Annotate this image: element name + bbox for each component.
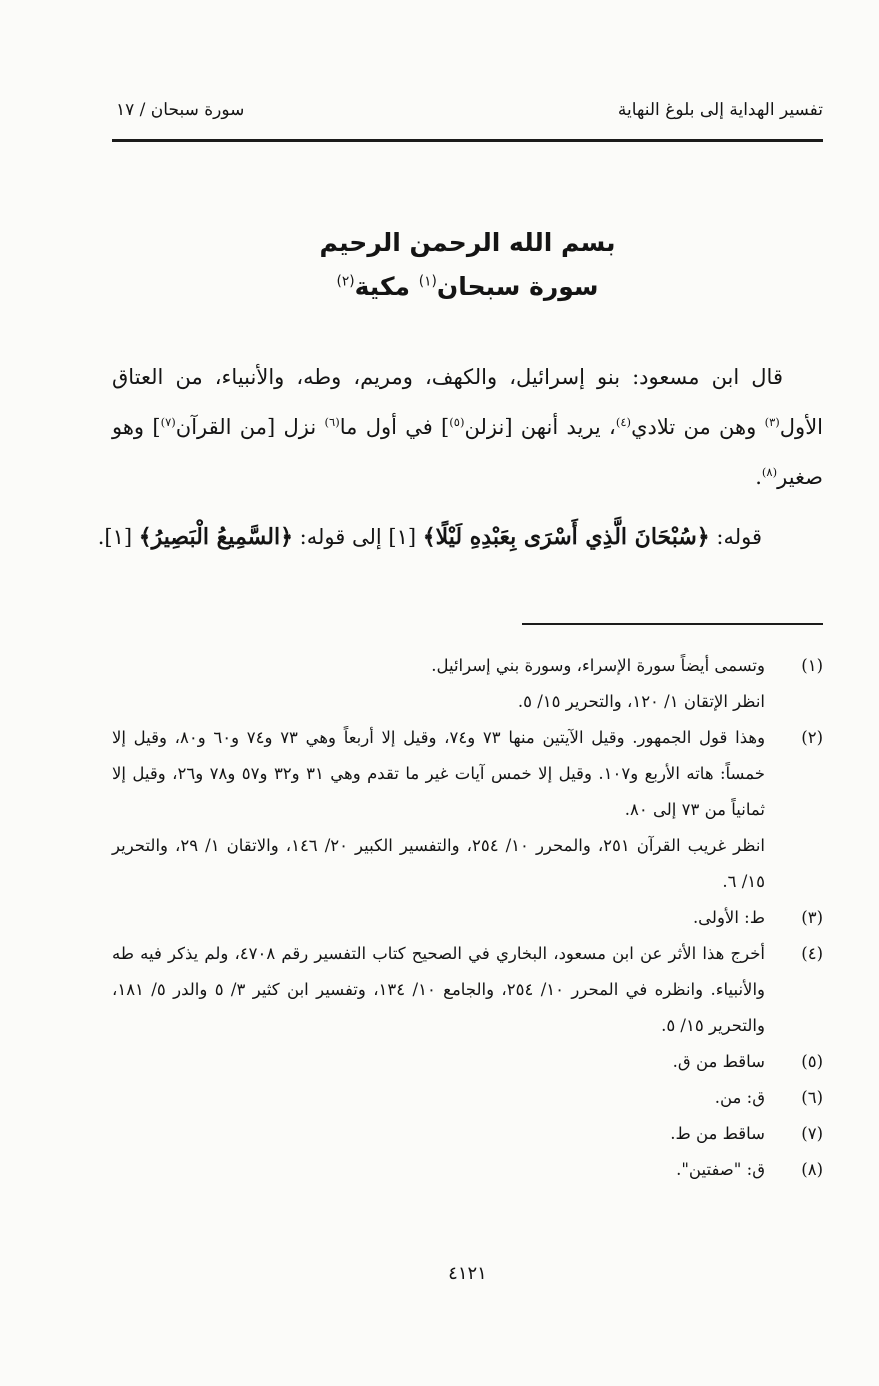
footnote bbox=[112, 1152, 823, 1188]
footnote-text: ساقط من ق. bbox=[672, 1052, 765, 1071]
footnote-number: (٤) bbox=[801, 944, 823, 963]
footnote-text: انظر غريب القرآن ٢٥١، والمحرر ١٠/ ٢٥٤، والتفسير الكبير ٢٠/ ١٤٦، والاتقان ١/ ٢٩، والتحرير ١٥/ ٦. bbox=[112, 836, 765, 891]
footnote bbox=[112, 1116, 823, 1152]
text-segment: قال ابن مسعود: بنو إسرائيل، والكهف، ومريم، وطه، والأنبياء، من العتاق الأول bbox=[112, 365, 824, 439]
surah-title bbox=[112, 272, 823, 301]
footnotes bbox=[112, 648, 823, 1188]
footnote-ref: (٢) bbox=[336, 273, 355, 290]
footnote-text: أخرج هذا الأثر عن ابن مسعود، البخاري في الصحيح كتاب التفسير رقم ٤٧٠٨، ولم يذكر فيه طه والأنبياء. وانظره في المحرر ١٠/ ٢٥٤، والجامع ١٠/ ١٣٤، وتفسير ابن كثير ٣/ ٥ والدر ٥/ ١٨١، والتحرير ١٥/ ٥. bbox=[112, 944, 766, 1035]
footnote-body bbox=[112, 648, 765, 720]
text-segment: . bbox=[755, 465, 762, 489]
verse-citation-line bbox=[97, 512, 762, 562]
footnote-number: (٢) bbox=[801, 728, 823, 747]
main-paragraph bbox=[112, 352, 823, 502]
footnote-text: ط: الأولى. bbox=[692, 908, 765, 927]
page-number: ٤١٢١ bbox=[448, 1263, 487, 1284]
footnote-number: (٣) bbox=[801, 908, 823, 927]
footnote-separator bbox=[522, 623, 823, 625]
surah-type: مكية bbox=[354, 272, 419, 301]
footnote bbox=[112, 1080, 823, 1116]
text-segment: وهن من تلادي bbox=[631, 415, 765, 439]
footnote-text: ق: من. bbox=[714, 1088, 765, 1107]
footnote-body bbox=[112, 1152, 765, 1188]
footnote-number: (٨) bbox=[801, 1160, 823, 1179]
surah-name: سورة سبحان bbox=[436, 272, 599, 301]
text-segment: نزل [من القرآن bbox=[175, 415, 325, 439]
text-segment: ] وهو صغير bbox=[112, 415, 823, 489]
footnote-text: وتسمى أيضاً سورة الإسراء، وسورة بني إسرائيل. bbox=[431, 656, 765, 675]
footnote-number: (٥) bbox=[801, 1052, 823, 1071]
footnote-body bbox=[112, 936, 765, 1044]
footnote-ref: (٣) bbox=[764, 415, 780, 429]
footnote-number: (٦) bbox=[801, 1088, 823, 1107]
verse-reference: [١] إلى قوله: bbox=[293, 525, 423, 549]
header-rule bbox=[112, 139, 823, 142]
footnote-ref: (١) bbox=[418, 273, 437, 290]
footnote bbox=[112, 936, 823, 1044]
verse-lead: قوله: bbox=[709, 525, 762, 549]
basmala: بسم الله الرحمن الرحيم bbox=[319, 228, 616, 257]
footnote-ref: (٧) bbox=[160, 415, 176, 429]
footnote-number: (٧) bbox=[801, 1124, 823, 1143]
footnote-text: انظر الإتقان ١/ ١٢٠، والتحرير ١٥/ ٥. bbox=[517, 692, 765, 711]
footnote bbox=[112, 900, 823, 936]
footnote-number: (١) bbox=[801, 656, 823, 675]
footnote-text: ق: "صفتين". bbox=[676, 1160, 765, 1179]
footnote-ref: (٨) bbox=[761, 465, 778, 479]
footnote-text: وهذا قول الجمهور. وقيل الآيتين منها ٧٣ و٧٤، وقيل إلا أربعاً وهي ٧٣ و٧٤ و٦٠ و٨٠، وقيل إلا خمساً: هاته الأربع و١٠٧. وقيل إلا خمس آيات غير ما تقدم وهي ٣١ و٣٢ و٥٧ و٧٨ و٢٦، وقيل إلا ثمانياً من ٧٣ إلى ٨٠. bbox=[112, 728, 766, 819]
quran-verse: ﴿السَّمِيعُ الْبَصِيرُ﴾ bbox=[138, 524, 293, 550]
footnote-body bbox=[112, 900, 765, 936]
footnote-body bbox=[112, 720, 765, 900]
footnote-body bbox=[112, 1044, 765, 1080]
footnote-ref: (٥) bbox=[449, 415, 465, 429]
footnote bbox=[112, 1044, 823, 1080]
footnote-ref: (٦) bbox=[324, 415, 340, 429]
verse-reference: [١]. bbox=[97, 525, 139, 549]
text-segment: ] في أول ما bbox=[339, 415, 450, 439]
footnote-text: ساقط من ط. bbox=[670, 1124, 765, 1143]
running-header bbox=[112, 100, 823, 126]
footnote bbox=[112, 720, 823, 900]
footnote bbox=[112, 648, 823, 720]
surah-page-label: سورة سبحان / ١٧ bbox=[116, 100, 245, 120]
footnote-body bbox=[112, 1116, 765, 1152]
text-segment: ، يريد أنهن [نزلن bbox=[464, 415, 616, 439]
footnote-body bbox=[112, 1080, 765, 1116]
quran-verse: ﴿سُبْحَانَ الَّذِي أَسْرَى بِعَبْدِهِ لَيْلًا﴾ bbox=[422, 524, 710, 550]
footnote-ref: (٤) bbox=[615, 415, 632, 429]
book-title: تفسير الهداية إلى بلوغ النهاية bbox=[617, 100, 823, 120]
